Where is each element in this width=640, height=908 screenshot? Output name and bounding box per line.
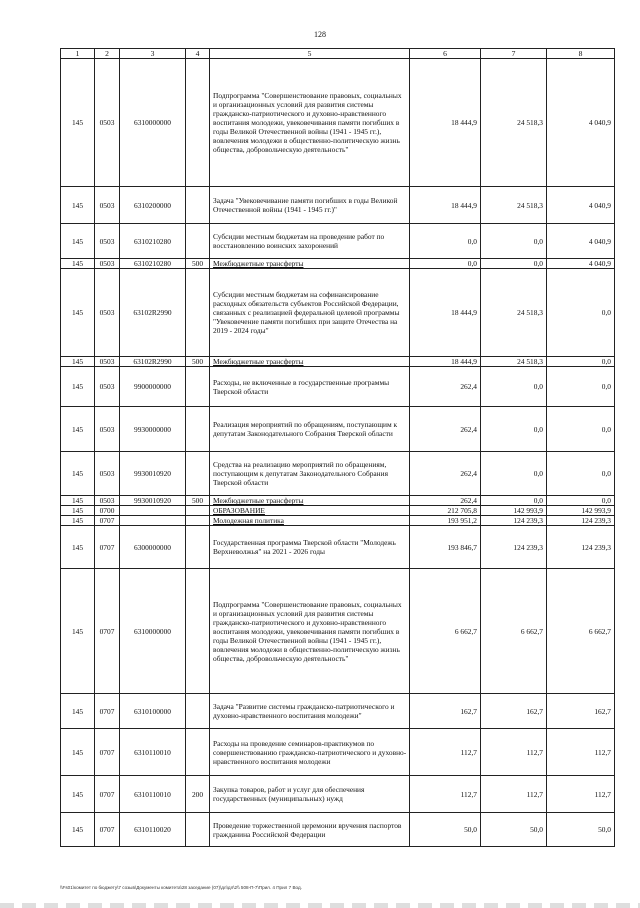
cell-expense-type — [186, 59, 210, 187]
cell-amount-col8: 4 040,9 — [547, 59, 615, 187]
cell-amount-col7: 112,7 — [481, 776, 547, 813]
cell-description: Субсидии местным бюджетам на софинансирование расходных обязательств субъектов Российской Федерации, связанных с реализацией федеральной целевой программы "Увековечение памяти погибших при защите Отечества на 2019 - 2024 годы" — [210, 269, 410, 357]
cell-description: Субсидии местным бюджетам на проведение работ по восстановлению воинских захоронений — [210, 224, 410, 259]
cell-admin-code: 145 — [61, 506, 95, 516]
cell-admin-code: 145 — [61, 694, 95, 729]
cell-amount-col6: 262,4 — [410, 367, 481, 407]
cell-amount-col6: 0,0 — [410, 259, 481, 269]
cell-admin-code: 145 — [61, 813, 95, 847]
cell-expense-type — [186, 526, 210, 569]
cell-amount-col8: 0,0 — [547, 407, 615, 452]
cell-description: Межбюджетные трансферты — [210, 259, 410, 269]
cell-amount-col8: 50,0 — [547, 813, 615, 847]
cell-description: Подпрограмма "Совершенствование правовых, социальных и организационных условий для развития системы гражданско-патриотического и духовно-нравственного воспитания молодежи, увековечивания памяти погибших в годы Великой Отечественной войны (1941 - 1945 гг.), вовлечения молодежи в общественно-политическую жизнь общества, добровольческую деятельность" — [210, 569, 410, 694]
cell-description: Государственная программа Тверской области "Молодежь Верхневолжья" на 2021 - 2026 годы — [210, 526, 410, 569]
page-number: 128 — [314, 30, 326, 39]
cell-amount-col8: 112,7 — [547, 729, 615, 776]
cell-expense-type: 500 — [186, 259, 210, 269]
cell-amount-col6: 193 846,7 — [410, 526, 481, 569]
table-row — [61, 694, 615, 729]
cell-amount-col8: 4 040,9 — [547, 224, 615, 259]
table-row — [61, 187, 615, 224]
cell-target-article: 6310210280 — [120, 259, 186, 269]
cell-amount-col8: 0,0 — [547, 269, 615, 357]
cell-section-code: 0503 — [95, 367, 120, 407]
cell-expense-type — [186, 813, 210, 847]
cell-target-article — [120, 516, 186, 526]
cell-description: Межбюджетные трансферты — [210, 496, 410, 506]
cell-admin-code: 145 — [61, 729, 95, 776]
cell-admin-code: 145 — [61, 452, 95, 496]
cell-description: Задача "Увековечивание памяти погибших в годы Великой Отечественной войны (1941 - 1945 гг.)" — [210, 187, 410, 224]
column-header-5: 5 — [210, 49, 410, 59]
cell-amount-col6: 112,7 — [410, 776, 481, 813]
cell-amount-col6: 262,4 — [410, 496, 481, 506]
cell-section-code: 0503 — [95, 187, 120, 224]
cell-section-code: 0503 — [95, 259, 120, 269]
cell-section-code: 0503 — [95, 357, 120, 367]
cell-expense-type — [186, 187, 210, 224]
cell-amount-col6: 18 444,9 — [410, 357, 481, 367]
cell-section-code: 0707 — [95, 569, 120, 694]
cell-target-article: 9930010920 — [120, 496, 186, 506]
cell-admin-code: 145 — [61, 526, 95, 569]
cell-amount-col8: 4 040,9 — [547, 259, 615, 269]
cell-admin-code: 145 — [61, 259, 95, 269]
cell-amount-col7: 0,0 — [481, 224, 547, 259]
cell-target-article: 6310210280 — [120, 224, 186, 259]
cell-description: Закупка товаров, работ и услуг для обеспечения государственных (муниципальных) нужд — [210, 776, 410, 813]
column-header-6: 6 — [410, 49, 481, 59]
cell-section-code: 0503 — [95, 452, 120, 496]
cell-amount-col6: 0,0 — [410, 224, 481, 259]
cell-expense-type — [186, 269, 210, 357]
cell-amount-col6: 212 705,8 — [410, 506, 481, 516]
cell-target-article: 63102R2990 — [120, 269, 186, 357]
cell-amount-col8: 162,7 — [547, 694, 615, 729]
column-header-4: 4 — [186, 49, 210, 59]
cell-amount-col8: 0,0 — [547, 496, 615, 506]
cell-target-article: 6310000000 — [120, 59, 186, 187]
cell-target-article: 6310110010 — [120, 776, 186, 813]
table-row — [61, 526, 615, 569]
cell-description: Молодежная политика — [210, 516, 410, 526]
cell-section-code: 0700 — [95, 506, 120, 516]
table-row — [61, 506, 615, 516]
cell-expense-type — [186, 224, 210, 259]
cell-admin-code: 145 — [61, 496, 95, 506]
cell-expense-type — [186, 729, 210, 776]
table-row — [61, 496, 615, 506]
table-row — [61, 224, 615, 259]
cell-amount-col7: 112,7 — [481, 729, 547, 776]
cell-description: ОБРАЗОВАНИЕ — [210, 506, 410, 516]
cell-amount-col8: 0,0 — [547, 452, 615, 496]
cell-target-article: 9930010920 — [120, 452, 186, 496]
cell-description: Подпрограмма "Совершенствование правовых, социальных и организационных условий для развития системы гражданско-патриотического и духовно-нравственного воспитания молодежи, увековечивания памяти погибших в годы Великой Отечественной войны (1941 - 1945 гг.), вовлечения молодежи в общественно-политическую жизнь общества, добровольческую деятельность" — [210, 59, 410, 187]
table-row — [61, 259, 615, 269]
column-header-7: 7 — [481, 49, 547, 59]
cell-admin-code: 145 — [61, 357, 95, 367]
table-row — [61, 813, 615, 847]
cell-amount-col6: 50,0 — [410, 813, 481, 847]
cell-admin-code: 145 — [61, 367, 95, 407]
cell-section-code: 0503 — [95, 224, 120, 259]
cell-section-code: 0503 — [95, 407, 120, 452]
cell-admin-code: 145 — [61, 224, 95, 259]
cell-amount-col6: 262,4 — [410, 452, 481, 496]
column-header-3: 3 — [120, 49, 186, 59]
cell-target-article: 6310200000 — [120, 187, 186, 224]
table-row — [61, 452, 615, 496]
cell-section-code: 0707 — [95, 526, 120, 569]
cell-admin-code: 145 — [61, 187, 95, 224]
cell-amount-col8: 0,0 — [547, 357, 615, 367]
table-row — [61, 776, 615, 813]
cell-amount-col8: 112,7 — [547, 776, 615, 813]
cell-amount-col7: 162,7 — [481, 694, 547, 729]
cell-amount-col8: 0,0 — [547, 367, 615, 407]
cell-target-article: 6300000000 — [120, 526, 186, 569]
cell-expense-type — [186, 569, 210, 694]
cell-section-code: 0707 — [95, 516, 120, 526]
cell-section-code: 0503 — [95, 59, 120, 187]
cell-expense-type — [186, 516, 210, 526]
column-header-1: 1 — [61, 49, 95, 59]
table-row — [61, 357, 615, 367]
cell-amount-col6: 18 444,9 — [410, 269, 481, 357]
cell-amount-col6: 112,7 — [410, 729, 481, 776]
cell-amount-col7: 0,0 — [481, 259, 547, 269]
cell-amount-col7: 0,0 — [481, 496, 547, 506]
scan-edge-artifact — [0, 903, 640, 908]
cell-target-article — [120, 506, 186, 516]
cell-amount-col7: 142 993,9 — [481, 506, 547, 516]
cell-expense-type — [186, 506, 210, 516]
cell-section-code: 0707 — [95, 813, 120, 847]
cell-expense-type — [186, 694, 210, 729]
cell-admin-code: 145 — [61, 59, 95, 187]
cell-amount-col8: 6 662,7 — [547, 569, 615, 694]
table-row — [61, 516, 615, 526]
cell-target-article: 9900000000 — [120, 367, 186, 407]
cell-expense-type — [186, 407, 210, 452]
cell-amount-col8: 4 040,9 — [547, 187, 615, 224]
cell-amount-col7: 24 518,3 — [481, 357, 547, 367]
cell-target-article: 6310110010 — [120, 729, 186, 776]
cell-amount-col8: 124 239,3 — [547, 516, 615, 526]
cell-amount-col7: 24 518,3 — [481, 269, 547, 357]
cell-target-article: 6310100000 — [120, 694, 186, 729]
table-row — [61, 269, 615, 357]
cell-section-code: 0503 — [95, 496, 120, 506]
table-row — [61, 729, 615, 776]
cell-description: Средства на реализацию мероприятий по обращениям, поступающим к депутатам Законодательного Собрания Тверской области — [210, 452, 410, 496]
cell-amount-col6: 18 444,9 — [410, 59, 481, 187]
cell-expense-type — [186, 452, 210, 496]
cell-amount-col7: 124 239,3 — [481, 526, 547, 569]
cell-admin-code: 145 — [61, 516, 95, 526]
cell-expense-type: 500 — [186, 496, 210, 506]
cell-description: Расходы на проведение семинаров-практикумов по совершенствованию гражданско-патриотического и духовно-нравственного воспитания молодежи — [210, 729, 410, 776]
cell-description: Реализация мероприятий по обращениям, поступающим к депутатам Законодательного Собрания Тверской области — [210, 407, 410, 452]
cell-amount-col7: 24 518,3 — [481, 59, 547, 187]
cell-description: Проведение торжественной церемонии вручения паспортов гражданина Российской Федерации — [210, 813, 410, 847]
cell-target-article: 6310110020 — [120, 813, 186, 847]
table-row — [61, 407, 615, 452]
cell-description: Расходы, не включенные в государственные программы Тверской области — [210, 367, 410, 407]
cell-amount-col7: 0,0 — [481, 367, 547, 407]
cell-amount-col7: 0,0 — [481, 407, 547, 452]
cell-section-code: 0707 — [95, 776, 120, 813]
cell-target-article: 9930000000 — [120, 407, 186, 452]
cell-amount-col6: 262,4 — [410, 407, 481, 452]
footer-file-path: \\Fs01\комитет по бюджету\7 созыв\Документы комитета\28 заседание (07)\дл\дл\2\\ 508-П-7\Прил. 4 Прил 7 Вод. — [60, 885, 302, 890]
cell-amount-col7: 6 662,7 — [481, 569, 547, 694]
cell-expense-type: 500 — [186, 357, 210, 367]
cell-amount-col7: 24 518,3 — [481, 187, 547, 224]
budget-table — [60, 48, 615, 847]
column-header-2: 2 — [95, 49, 120, 59]
cell-amount-col7: 0,0 — [481, 452, 547, 496]
cell-section-code: 0503 — [95, 269, 120, 357]
column-header-8: 8 — [547, 49, 615, 59]
table-row — [61, 569, 615, 694]
cell-admin-code: 145 — [61, 569, 95, 694]
cell-target-article: 6310000000 — [120, 569, 186, 694]
cell-admin-code: 145 — [61, 776, 95, 813]
cell-amount-col8: 124 239,3 — [547, 526, 615, 569]
cell-amount-col6: 162,7 — [410, 694, 481, 729]
cell-amount-col7: 124 239,3 — [481, 516, 547, 526]
cell-amount-col6: 193 951,2 — [410, 516, 481, 526]
cell-target-article: 63102R2990 — [120, 357, 186, 367]
budget-table-body — [61, 59, 615, 847]
cell-amount-col7: 50,0 — [481, 813, 547, 847]
table-row — [61, 367, 615, 407]
cell-amount-col6: 18 444,9 — [410, 187, 481, 224]
cell-expense-type — [186, 367, 210, 407]
cell-admin-code: 145 — [61, 269, 95, 357]
cell-amount-col8: 142 993,9 — [547, 506, 615, 516]
column-number-header-row — [61, 49, 615, 59]
cell-section-code: 0707 — [95, 729, 120, 776]
cell-amount-col6: 6 662,7 — [410, 569, 481, 694]
cell-description: Межбюджетные трансферты — [210, 357, 410, 367]
cell-description: Задача "Развитие системы гражданско-патриотического и духовно-нравственного воспитания молодежи" — [210, 694, 410, 729]
table-row — [61, 59, 615, 187]
cell-expense-type: 200 — [186, 776, 210, 813]
cell-admin-code: 145 — [61, 407, 95, 452]
cell-section-code: 0707 — [95, 694, 120, 729]
